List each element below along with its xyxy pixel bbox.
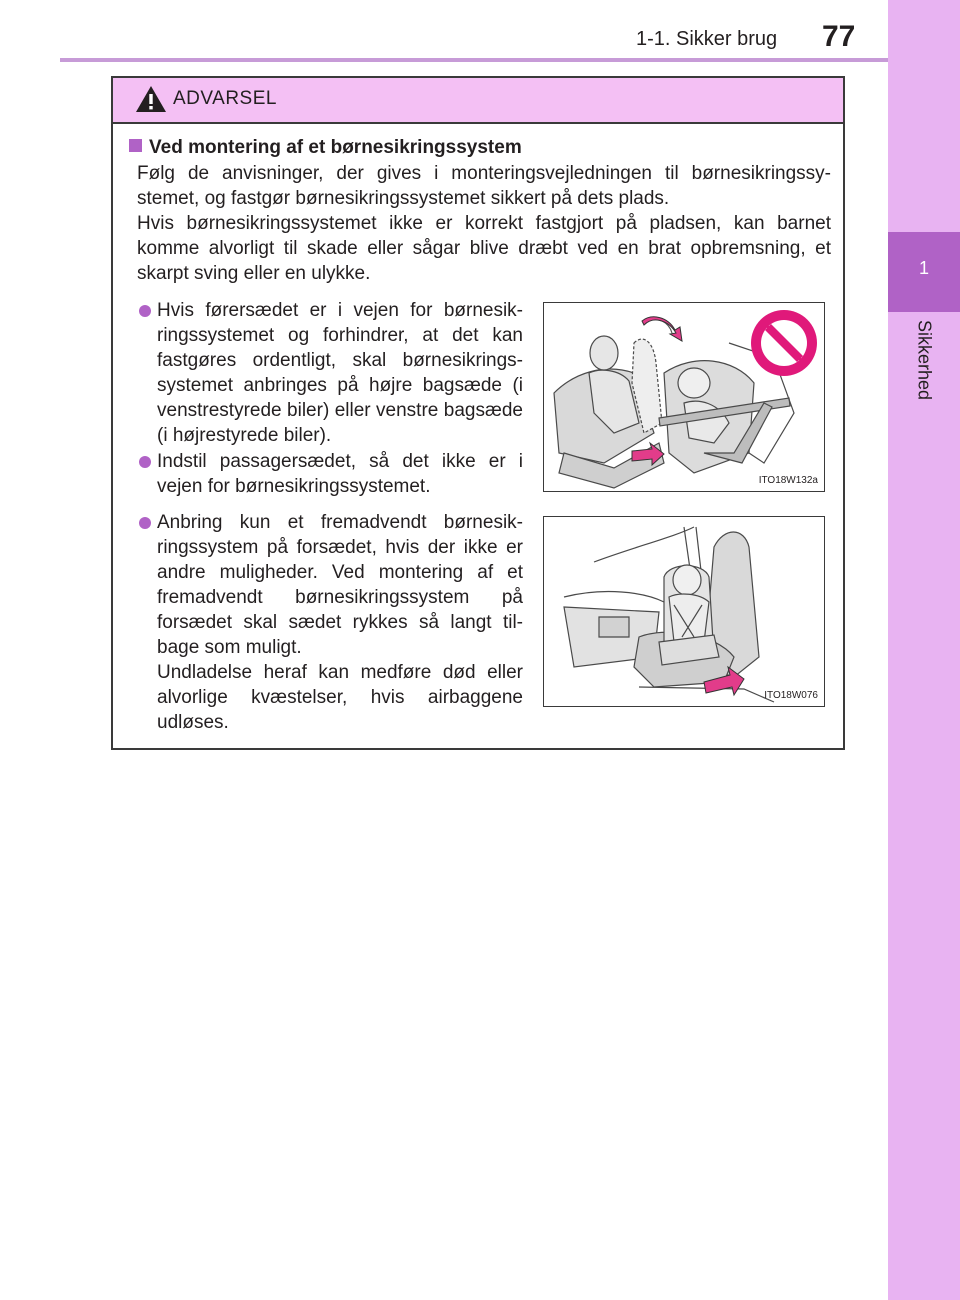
list-item-text: Hvis førersædet er i vejen for børnesik-ringssystemet og forhindrer, at det kan fastgøres ordentligt, skal børnesikrings-systemet anbringes på højre bagsæde (i venstrestyrede biler) eller venstre bagsæde (i højrestyrede biler).	[157, 300, 523, 446]
list-item-text: Anbring kun et fremadvendt børnesik-ringssystem på forsædet, hvis der ikke er andre muligheder. Ved montering af et fremadvendt børnesikringssystem på forsædet skal sædet rykkes så langt til-bage som muligt.	[157, 512, 523, 658]
section-title: 1-1. Sikker brug	[636, 28, 778, 50]
illustration-rear-seat	[543, 302, 825, 492]
warning-subheading-text: Ved montering af et børnesikringssystem	[149, 137, 522, 158]
list-item	[139, 449, 523, 499]
front-seat-drawing	[544, 517, 824, 706]
warning-triangle-icon	[135, 84, 167, 114]
figure-code: ITO18W076	[764, 690, 818, 701]
illustration-front-seat	[543, 516, 825, 707]
side-tab-band	[888, 0, 960, 1300]
list-item-text: Indstil passagersædet, så det ikke er i vejen for børnesikringssystemet.	[157, 451, 523, 497]
page-number: 77	[822, 20, 856, 53]
warning-title: ADVARSEL	[173, 88, 277, 109]
instruction-paragraph: Følg de anvisninger, der gives i monteringsvejledningen til børnesikringssy-stemet, og fastgør børnesikringssystemet sikkert på dets plads.	[137, 163, 831, 209]
square-bullet-icon	[129, 139, 142, 152]
bullet-dot-icon	[139, 456, 151, 468]
consequence-paragraph: Hvis børnesikringssystemet ikke er korrekt fastgjort på pladsen, kan barnet komme alvorligt til skade eller sågar blive dræbt ved en brat opbremsning, et skarpt sving eller en ulykke.	[137, 213, 831, 284]
warning-subheading	[129, 137, 522, 159]
chapter-label: Sikkerhed	[914, 319, 935, 401]
chapter-number: 1	[918, 258, 929, 278]
figure-code: ITO18W132a	[758, 475, 818, 486]
warning-header	[113, 78, 843, 124]
warning-box	[111, 76, 845, 750]
list-item	[139, 298, 523, 448]
prohibition-icon	[751, 310, 817, 376]
bullet-dot-icon	[139, 517, 151, 529]
bullet-dot-icon	[139, 305, 151, 317]
header-rule	[60, 58, 888, 62]
list-item	[139, 510, 523, 735]
rear-seat-drawing	[544, 303, 824, 491]
list-item-text-continued: Undladelse heraf kan medføre død eller alvorlige kvæstelser, hvis airbaggene udløses.	[157, 662, 523, 733]
